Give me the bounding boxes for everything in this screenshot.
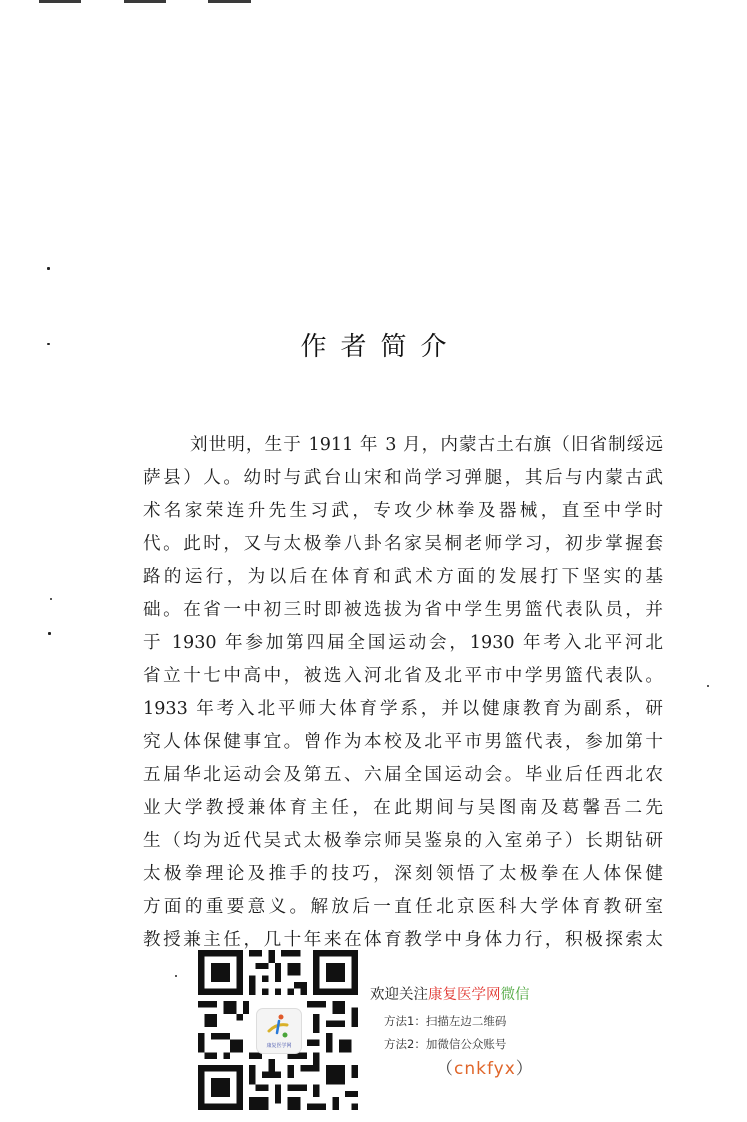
wechat-account xyxy=(370,1054,534,1079)
bio-line: 业大学教授兼体育主任，在此期间与吴图南及葛馨吾二先 xyxy=(143,798,663,818)
headline-wechat: 微信 xyxy=(500,987,530,1003)
top-rule-1 xyxy=(39,0,81,3)
top-rule-2 xyxy=(124,0,166,3)
bio-line: 术名家荣连升先生习武，专攻少林拳及器械，直至中学时 xyxy=(143,501,663,521)
bio-line: 路的运行，为以后在体育和武术方面的发展打下坚实的基 xyxy=(143,567,663,587)
bio-line: 础。在省一中初三时即被选拔为省中学生男篮代表队员，并 xyxy=(143,600,663,620)
bio-line: 究人体保健事宜。曾作为本校及北平市男篮代表，参加第十 xyxy=(143,732,663,752)
bio-line: 太极拳理论及推手的技巧，深刻领悟了太极拳在人体保健 xyxy=(143,864,663,884)
qr-center-logo xyxy=(256,1008,302,1054)
bio-line: 刘世明，生于 1911 年 3 月，内蒙古土右旗（旧省制绥远 xyxy=(190,435,663,455)
method-1-text: 方法1：扫描左边二维码 xyxy=(384,1014,507,1028)
page-title: 作者简介 xyxy=(300,332,461,362)
top-rule-3 xyxy=(208,0,251,3)
bio-line: 萨县）人。幼时与武台山宋和尚学习弹腿，其后与内蒙古武 xyxy=(143,468,663,488)
bio-line: 方面的重要意义。解放后一直任北京医科大学体育教研室 xyxy=(143,897,663,917)
margin-speck xyxy=(47,267,50,270)
bio-line: 五届华北运动会及第五、六届全国运动会。毕业后任西北农 xyxy=(143,765,663,785)
headline-prefix: 欢迎关注 xyxy=(370,987,428,1003)
margin-speck xyxy=(50,598,52,600)
bio-line: 省立十七中高中，被选入河北省及北平市中学男篮代表队。 xyxy=(143,666,663,686)
bio-line: 教授兼主任，几十年来在体育教学中身体力行，积极探索太 xyxy=(143,930,663,950)
bio-line: 代。此时，又与太极拳八卦名家吴桐老师学习，初步掌握套 xyxy=(143,534,663,554)
promo-headline xyxy=(370,983,534,1004)
bio-line: 于 1930 年参加第四届全国运动会，1930 年考入北平河北 xyxy=(143,633,663,653)
margin-speck xyxy=(707,685,709,687)
author-bio-paragraph xyxy=(143,429,663,957)
headline-brand: 康复医学网 xyxy=(428,987,501,1003)
qr-logo-caption: 康复医学网 xyxy=(266,1043,292,1049)
account-open-paren: （ xyxy=(436,1059,454,1079)
qr-code[interactable] xyxy=(198,950,358,1110)
method-2-text: 方法2：加微信公众账号 xyxy=(384,1037,507,1051)
margin-speck xyxy=(175,975,177,977)
bio-line: 1933 年考入北平师大体育学系，并以健康教育为副系，研 xyxy=(143,699,663,719)
bio-line: 生（均为近代吴式太极拳宗师吴鉴泉的入室弟子）长期钻研 xyxy=(143,831,663,851)
margin-speck xyxy=(48,632,51,635)
account-close-paren: ） xyxy=(515,1059,534,1079)
account-name: cnkfyx xyxy=(454,1059,516,1079)
wechat-promo-banner xyxy=(198,950,578,1120)
promo-text-block xyxy=(370,983,534,1079)
runner-logo-icon xyxy=(257,1009,301,1043)
